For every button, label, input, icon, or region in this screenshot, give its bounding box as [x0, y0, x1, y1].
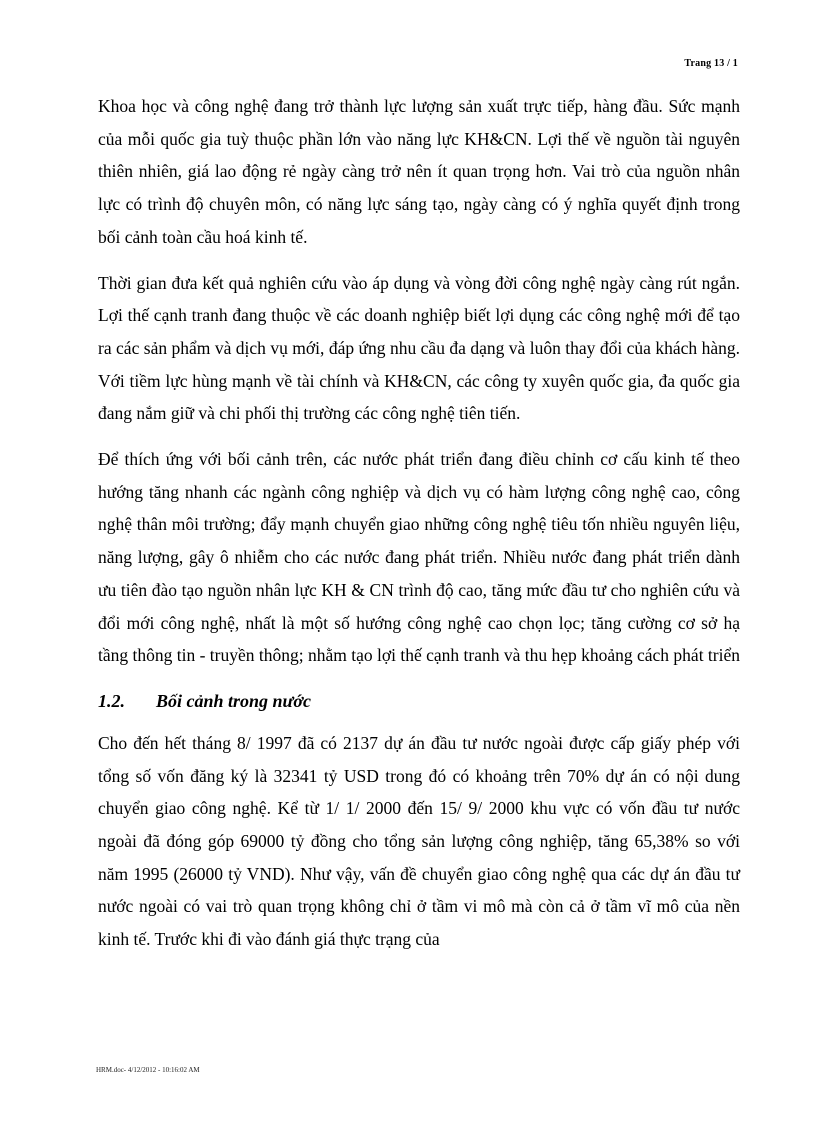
paragraph-adaptation: Để thích ứng với bối cảnh trên, các nước phát triển đang điều chỉnh cơ cấu kinh tế theo hướng tăng nhanh các ngành công nghiệp và dịch vụ có hàm lượng công nghệ cao, công nghệ thân môi trường; đẩy mạnh chuyển giao những công nghệ tiêu tốn nhiều nguyên liệu, năng lượng, gây ô nhiễm cho các nước đang phát triển. Nhiều nước đang phát triển dành ưu tiên đào tạo nguồn nhân lực KH & CN trình độ cao, tăng mức đầu tư cho nghiên cứu và đổi mới công nghệ, nhất là một số hướng công nghệ cao chọn lọc; tăng cường cơ sở hạ tầng thông tin - truyền thông; nhằm tạo lợi thế cạnh tranh và thu hẹp khoảng cách phát triển [98, 449, 740, 666]
page-footer: HRM.doc- 4/12/2012 - 10:16:02 AM [96, 1066, 200, 1074]
page-number: Trang 13 / 1 [684, 58, 738, 69]
paragraph-intro: Khoa học và công nghệ đang trở thành lực lượng sản xuất trực tiếp, hàng đầu. Sức mạnh của mỗi quốc gia tuỳ thuộc phần lớn vào năng lực KH&CN. Lợi thế về nguồn tài nguyên thiên nhiên, giá lao động rẻ ngày càng trở nên ít quan trọng hơn. Vai trò của nguồn nhân lực có trình độ chuyên môn, có năng lực sáng tạo, ngày càng có ý nghĩa quyết định trong bối cảnh toàn cầu hoá kinh tế. [98, 96, 740, 247]
section-title: Bối cảnh trong nước [156, 690, 311, 711]
section-heading [98, 685, 740, 717]
paragraph-research-cycle: Thời gian đưa kết quả nghiên cứu vào áp dụng và vòng đời công nghệ ngày càng rút ngắn. Lợi thế cạnh tranh đang thuộc về các doanh nghiệp biết lợi dụng các công nghệ mới để tạo ra các sản phẩm và dịch vụ mới, đáp ứng nhu cầu đa dạng và luôn thay đổi của khách hàng. Với tiềm lực hùng mạnh về tài chính và KH&CN, các công ty xuyên quốc gia, đa quốc gia đang nắm giữ và chi phối thị trường các công nghệ tiên tiến. [98, 272, 740, 424]
section-number: 1.2. [98, 690, 125, 711]
paragraph-domestic-context: Cho đến hết tháng 8/ 1997 đã có 2137 dự án đầu tư nước ngoài được cấp giấy phép với tổng số vốn đăng ký là 32341 tỷ USD trong đó có khoảng trên 70% dự án có nội dung chuyển giao công nghệ. Kể từ 1/ 1/ 2000 đến 15/ 9/ 2000 khu vực có vốn đầu tư nước ngoài đã đóng góp 69000 tỷ đồng cho tổng sản lượng công nghiệp, tăng 65,38% so với năm 1995 (26000 tỷ VND). Như vậy, vấn đề chuyển giao công nghệ qua các dự án đầu tư nước ngoài có vai trò quan trọng không chỉ ở tầm vi mô mà còn cả ở tầm vĩ mô của nền kinh tế. Trước khi đi vào đánh giá thực trạng của [98, 732, 740, 950]
document-body [98, 90, 740, 969]
